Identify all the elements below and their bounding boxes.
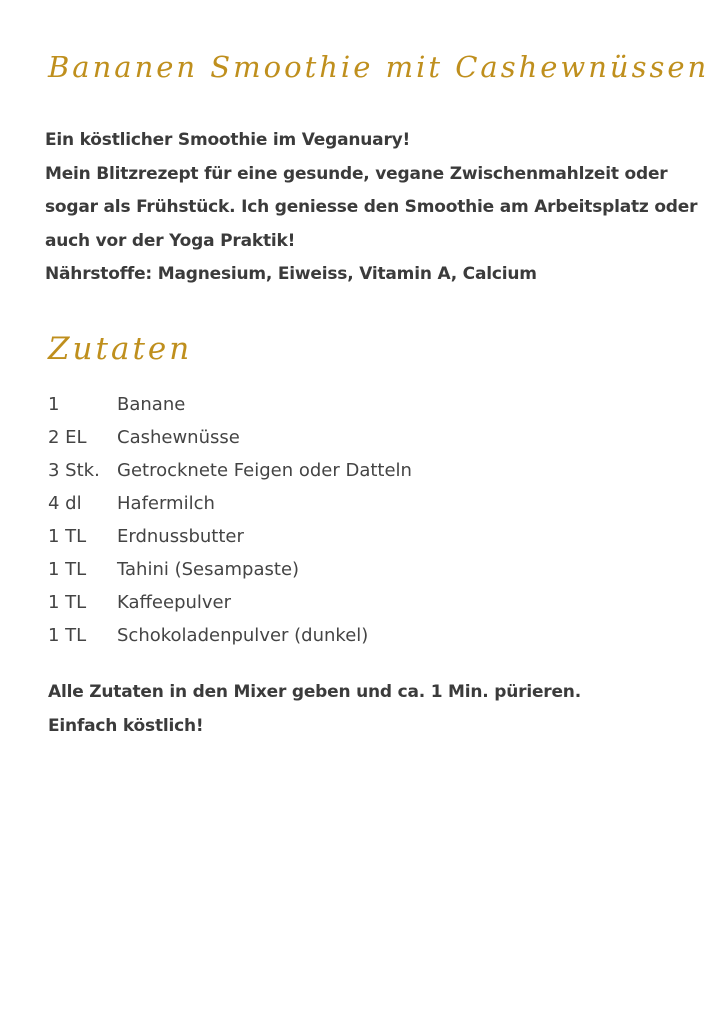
ingredient-quantity: 1 TL	[48, 559, 87, 580]
ingredient-row	[48, 423, 412, 456]
ingredient-row	[48, 390, 412, 423]
ingredient-name: Cashewnüsse	[117, 427, 240, 448]
recipe-intro	[45, 124, 698, 292]
ingredient-quantity: 1 TL	[48, 592, 87, 613]
ingredient-quantity: 1 TL	[48, 526, 87, 547]
ingredient-row	[48, 588, 412, 621]
ingredient-row	[48, 522, 412, 555]
nutrients-line: Nährstoffe: Magnesium, Eiweiss, Vitamin A, Calcium	[45, 264, 537, 284]
ingredient-name: Banane	[117, 394, 186, 415]
ingredient-row	[48, 555, 412, 588]
ingredient-quantity: 1 TL	[48, 625, 87, 646]
ingredient-name: Schokoladenpulver (dunkel)	[117, 625, 369, 646]
intro-line: auch vor der Yoga Praktik!	[45, 230, 296, 251]
ingredient-name: Tahini (Sesampaste)	[117, 559, 300, 580]
recipe-title: Bananen Smoothie mit Cashewnüssen	[48, 50, 710, 84]
ingredient-quantity: 1	[48, 394, 60, 415]
ingredient-name: Erdnussbutter	[117, 526, 244, 547]
ingredient-quantity: 3 Stk.	[48, 460, 100, 481]
ingredient-name: Getrocknete Feigen oder Datteln	[117, 460, 412, 481]
ingredient-row	[48, 621, 412, 654]
ingredient-row	[48, 456, 412, 489]
intro-line: sogar als Frühstück. Ich geniesse den Smoothie am Arbeitsplatz oder	[45, 197, 698, 217]
recipe-instructions	[48, 675, 581, 743]
ingredients-list	[48, 390, 412, 654]
ingredient-row	[48, 489, 412, 522]
instruction-line: Einfach köstlich!	[48, 716, 204, 736]
ingredient-name: Kaffeepulver	[117, 592, 232, 613]
ingredient-quantity: 2 EL	[48, 427, 87, 448]
ingredient-name: Hafermilch	[117, 493, 215, 514]
instruction-line: Alle Zutaten in den Mixer geben und ca. 1 Min. pürieren.	[48, 682, 581, 702]
ingredient-quantity: 4 dl	[48, 493, 82, 514]
intro-line: Ein köstlicher Smoothie im Veganuary!	[45, 130, 411, 150]
ingredients-heading: Zutaten	[48, 331, 193, 367]
intro-line: Mein Blitzrezept für eine gesunde, vegane Zwischenmahlzeit oder	[45, 163, 668, 184]
